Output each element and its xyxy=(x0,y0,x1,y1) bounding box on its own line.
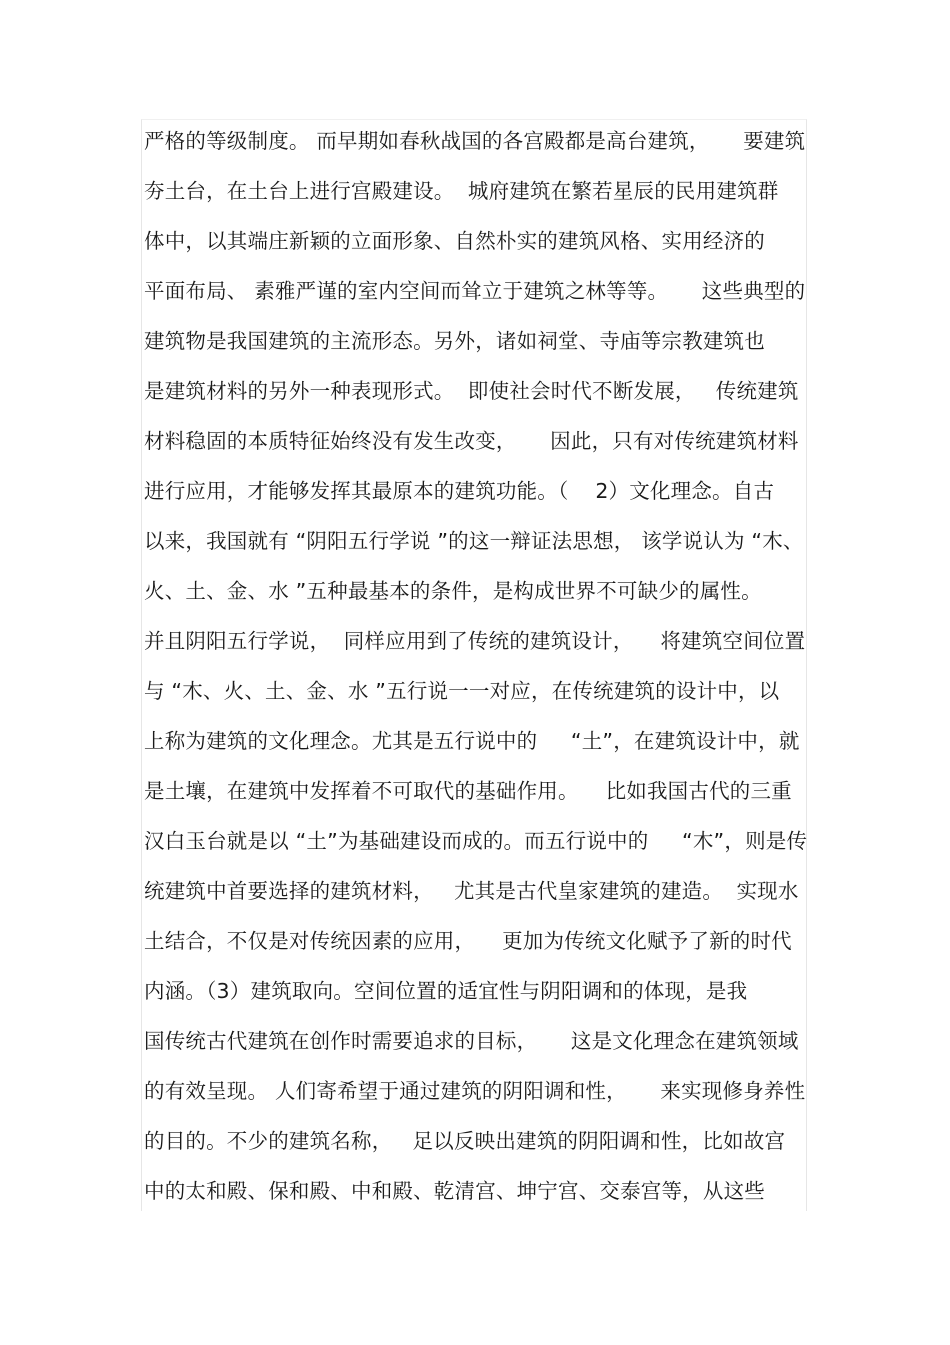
text-line-1: 严格的等级制度。 而早期如春秋战国的各宫殿都是高台建筑， 要建筑 xyxy=(144,129,806,153)
text-line-12: 与 “木、火、土、金、水 ”五行说一一对应，在传统建筑的设计中，以 xyxy=(144,679,780,703)
text-line-5: 建筑物是我国建筑的主流形态。另外，诸如祠堂、寺庙等宗教建筑也 xyxy=(144,329,765,353)
text-line-2: 夯土台，在土台上进行宫殿建设。 城府建筑在繁若星辰的民用建筑群 xyxy=(144,179,779,203)
text-line-15: 汉白玉台就是以 “土”为基础建设而成的。而五行说中的 “木”，则是传 xyxy=(144,829,808,853)
text-line-3: 体中，以其端庄新颖的立面形象、自然朴实的建筑风格、实用经济的 xyxy=(144,229,765,253)
text-line-9: 以来，我国就有 “阴阳五行学说 ”的这一辩证法思想， 该学说认为 “木、 xyxy=(144,529,804,553)
text-line-20: 的有效呈现。 人们寄希望于通过建筑的阴阳调和性， 来实现修身养性 xyxy=(144,1079,806,1103)
text-line-18: 内涵。（3）建筑取向。空间位置的适宜性与阴阳调和的体现，是我 xyxy=(144,979,748,1003)
text-line-7: 材料稳固的本质特征始终没有发生改变， 因此，只有对传统建筑材料 xyxy=(144,429,799,453)
text-line-13: 上称为建筑的文化理念。尤其是五行说中的 “土”，在建筑设计中，就 xyxy=(144,729,800,753)
text-line-22: 中的太和殿、保和殿、中和殿、乾清宫、坤宁宫、交泰宫等，从这些 xyxy=(144,1179,765,1203)
text-line-10: 火、土、金、水 ”五种最基本的条件，是构成世界不可缺少的属性。 xyxy=(144,579,762,603)
text-line-8: 进行应用，才能够发挥其最原本的建筑功能。（ 2）文化理念。自古 xyxy=(144,479,775,503)
body-text xyxy=(144,121,806,1221)
text-line-11: 并且阴阳五行学说， 同样应用到了传统的建筑设计， 将建筑空间位置 xyxy=(144,629,806,653)
text-line-19: 国传统古代建筑在创作时需要追求的目标， 这是文化理念在建筑领域 xyxy=(144,1029,799,1053)
text-line-17: 土结合，不仅是对传统因素的应用， 更加为传统文化赋予了新的时代 xyxy=(144,929,792,953)
text-line-21: 的目的。不少的建筑名称， 足以反映出建筑的阴阳调和性，比如故宫 xyxy=(144,1129,786,1153)
text-line-14: 是土壤，在建筑中发挥着不可取代的基础作用。 比如我国古代的三重 xyxy=(144,779,792,803)
text-line-16: 统建筑中首要选择的建筑材料， 尤其是古代皇家建筑的建造。 实现水 xyxy=(144,879,799,903)
text-line-4: 平面布局、 素雅严谨的室内空间而耸立于建筑之林等等。 这些典型的 xyxy=(144,279,806,303)
text-line-6: 是建筑材料的另外一种表现形式。 即使社会时代不断发展， 传统建筑 xyxy=(144,379,799,403)
